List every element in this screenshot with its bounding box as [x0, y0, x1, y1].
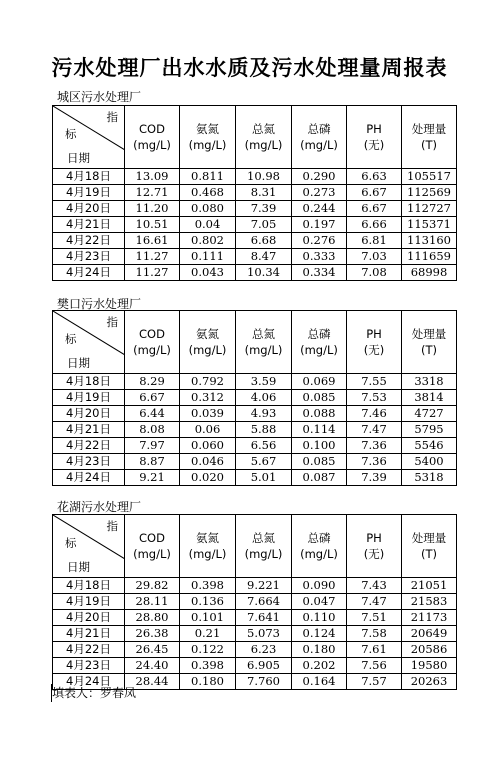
- column-unit: (mg/L): [188, 547, 227, 561]
- column-header: [236, 311, 292, 374]
- value-cell: 6.81: [347, 233, 402, 249]
- value-cell: 5.01: [236, 470, 292, 486]
- value-cell: 0.164: [292, 674, 347, 690]
- column-header: [402, 515, 457, 578]
- value-cell: 0.244: [292, 201, 347, 217]
- column-header: [347, 311, 402, 374]
- corner-cell: [53, 106, 125, 169]
- column-unit: (mg/L): [188, 343, 227, 357]
- value-cell: 7.03: [347, 249, 402, 265]
- report-title: 污水处理厂出水水质及污水处理量周报表: [51, 56, 448, 80]
- value-cell: 7.664: [236, 594, 292, 610]
- value-cell: 0.04: [180, 217, 236, 233]
- column-unit: (mg/L): [244, 547, 283, 561]
- value-cell: 7.51: [347, 610, 402, 626]
- value-cell: 7.43: [347, 578, 402, 594]
- column-header: [180, 106, 236, 169]
- value-cell: 4727: [402, 406, 457, 422]
- value-cell: 7.39: [236, 201, 292, 217]
- value-cell: 10.34: [236, 265, 292, 281]
- corner-indicator-label-2: 标: [65, 332, 77, 346]
- value-cell: 105517: [402, 169, 457, 185]
- column-header: [292, 515, 347, 578]
- value-cell: 0.811: [180, 169, 236, 185]
- value-cell: 7.58: [347, 626, 402, 642]
- column-name: 总氮: [252, 327, 275, 341]
- value-cell: 28.80: [125, 610, 180, 626]
- value-cell: 0.180: [180, 674, 236, 690]
- value-cell: 0.114: [292, 422, 347, 438]
- value-cell: 3318: [402, 374, 457, 390]
- corner-date-label: 日期: [67, 151, 90, 165]
- value-cell: 7.08: [347, 265, 402, 281]
- column-name: 氨氮: [196, 327, 219, 341]
- value-cell: 113160: [402, 233, 457, 249]
- column-unit: (mg/L): [244, 138, 283, 152]
- value-cell: 7.61: [347, 642, 402, 658]
- value-cell: 7.47: [347, 594, 402, 610]
- column-header: [180, 515, 236, 578]
- value-cell: 21583: [402, 594, 457, 610]
- column-header: [125, 311, 180, 374]
- value-cell: 20649: [402, 626, 457, 642]
- column-name: 总磷: [307, 122, 331, 136]
- column-header: [125, 515, 180, 578]
- date-cell: 4月21日: [53, 217, 125, 233]
- value-cell: 21051: [402, 578, 457, 594]
- value-cell: 26.45: [125, 642, 180, 658]
- value-cell: 28.44: [125, 674, 180, 690]
- value-cell: 0.273: [292, 185, 347, 201]
- column-unit: (mg/L): [244, 343, 283, 357]
- value-cell: 6.67: [347, 201, 402, 217]
- date-cell: 4月19日: [53, 594, 125, 610]
- value-cell: 115371: [402, 217, 457, 233]
- column-name: PH: [366, 531, 382, 545]
- table-row: [53, 201, 457, 217]
- value-cell: 7.46: [347, 406, 402, 422]
- value-cell: 28.11: [125, 594, 180, 610]
- value-cell: 8.08: [125, 422, 180, 438]
- corner-cell: [53, 515, 125, 578]
- value-cell: 0.290: [292, 169, 347, 185]
- value-cell: 8.47: [236, 249, 292, 265]
- date-cell: 4月18日: [53, 169, 125, 185]
- column-name: 总氮: [252, 122, 275, 136]
- value-cell: 0.468: [180, 185, 236, 201]
- value-cell: 8.29: [125, 374, 180, 390]
- table-row: [53, 265, 457, 281]
- value-cell: 26.38: [125, 626, 180, 642]
- table-row: [53, 578, 457, 594]
- column-unit: (T): [421, 138, 437, 152]
- value-cell: 0.21: [180, 626, 236, 642]
- value-cell: 0.197: [292, 217, 347, 233]
- date-cell: 4月24日: [53, 265, 125, 281]
- value-cell: 4.93: [236, 406, 292, 422]
- value-cell: 9.21: [125, 470, 180, 486]
- value-cell: 0.090: [292, 578, 347, 594]
- date-cell: 4月23日: [53, 454, 125, 470]
- date-cell: 4月20日: [53, 610, 125, 626]
- column-header: [292, 106, 347, 169]
- value-cell: 0.088: [292, 406, 347, 422]
- corner-indicator-label-2: 标: [65, 536, 77, 550]
- value-cell: 0.046: [180, 454, 236, 470]
- value-cell: 9.221: [236, 578, 292, 594]
- value-cell: 0.060: [180, 438, 236, 454]
- section-label: 花湖污水处理厂: [57, 500, 142, 514]
- date-cell: 4月18日: [53, 578, 125, 594]
- table-row: [53, 169, 457, 185]
- value-cell: 7.97: [125, 438, 180, 454]
- table-row: [53, 422, 457, 438]
- value-cell: 0.398: [180, 578, 236, 594]
- value-cell: 0.276: [292, 233, 347, 249]
- column-name: 总氮: [252, 531, 275, 545]
- value-cell: 19580: [402, 658, 457, 674]
- corner-indicator-label-2: 标: [65, 127, 77, 141]
- column-header: [236, 106, 292, 169]
- value-cell: 16.61: [125, 233, 180, 249]
- value-cell: 6.44: [125, 406, 180, 422]
- value-cell: 0.792: [180, 374, 236, 390]
- filled-by: 填表人：罗春凤: [52, 686, 137, 700]
- value-cell: 21173: [402, 610, 457, 626]
- date-cell: 4月20日: [53, 406, 125, 422]
- value-cell: 0.087: [292, 470, 347, 486]
- column-name: 处理量: [411, 122, 447, 136]
- value-cell: 7.57: [347, 674, 402, 690]
- value-cell: 111659: [402, 249, 457, 265]
- column-unit: (T): [421, 547, 437, 561]
- value-cell: 7.53: [347, 390, 402, 406]
- value-cell: 10.98: [236, 169, 292, 185]
- column-header: [236, 515, 292, 578]
- table-row: [53, 626, 457, 642]
- value-cell: 5.67: [236, 454, 292, 470]
- table-row: [53, 594, 457, 610]
- column-unit: (T): [421, 343, 437, 357]
- value-cell: 7.36: [347, 438, 402, 454]
- column-unit: (mg/L): [133, 138, 171, 152]
- value-cell: 5546: [402, 438, 457, 454]
- value-cell: 0.802: [180, 233, 236, 249]
- value-cell: 112569: [402, 185, 457, 201]
- table-row: [53, 406, 457, 422]
- value-cell: 5.88: [236, 422, 292, 438]
- value-cell: 0.020: [180, 470, 236, 486]
- value-cell: 112727: [402, 201, 457, 217]
- date-cell: 4月20日: [53, 201, 125, 217]
- column-unit: (mg/L): [300, 343, 338, 357]
- value-cell: 0.101: [180, 610, 236, 626]
- column-header: [292, 311, 347, 374]
- value-cell: 0.312: [180, 390, 236, 406]
- column-unit: (mg/L): [300, 138, 338, 152]
- column-unit: (mg/L): [133, 343, 171, 357]
- table-row: [53, 454, 457, 470]
- value-cell: 0.039: [180, 406, 236, 422]
- value-cell: 10.51: [125, 217, 180, 233]
- value-cell: 5795: [402, 422, 457, 438]
- column-name: 处理量: [411, 531, 447, 545]
- column-name: PH: [366, 327, 382, 341]
- table-row: [53, 610, 457, 626]
- column-unit: (mg/L): [188, 138, 227, 152]
- value-cell: 0.080: [180, 201, 236, 217]
- value-cell: 3.59: [236, 374, 292, 390]
- corner-indicator-label: 指: [106, 110, 118, 124]
- column-name: COD: [139, 122, 165, 136]
- value-cell: 6.23: [236, 642, 292, 658]
- corner-date-label: 日期: [67, 560, 90, 574]
- value-cell: 24.40: [125, 658, 180, 674]
- value-cell: 12.71: [125, 185, 180, 201]
- column-unit: (无): [363, 547, 385, 561]
- value-cell: 7.641: [236, 610, 292, 626]
- value-cell: 6.67: [125, 390, 180, 406]
- date-cell: 4月23日: [53, 658, 125, 674]
- date-cell: 4月21日: [53, 626, 125, 642]
- value-cell: 0.110: [292, 610, 347, 626]
- value-cell: 13.09: [125, 169, 180, 185]
- value-cell: 7.47: [347, 422, 402, 438]
- value-cell: 11.27: [125, 265, 180, 281]
- value-cell: 7.55: [347, 374, 402, 390]
- date-cell: 4月18日: [53, 374, 125, 390]
- header-row: [53, 515, 457, 578]
- table-row: [53, 470, 457, 486]
- table-row: [53, 438, 457, 454]
- value-cell: 29.82: [125, 578, 180, 594]
- table-row: [53, 217, 457, 233]
- value-cell: 0.069: [292, 374, 347, 390]
- value-cell: 0.124: [292, 626, 347, 642]
- date-cell: 4月22日: [53, 233, 125, 249]
- value-cell: 20263: [402, 674, 457, 690]
- value-cell: 7.56: [347, 658, 402, 674]
- value-cell: 6.66: [347, 217, 402, 233]
- value-cell: 5400: [402, 454, 457, 470]
- corner-cell: [53, 311, 125, 374]
- value-cell: 0.333: [292, 249, 347, 265]
- column-name: 氨氮: [196, 531, 219, 545]
- table-row: [53, 374, 457, 390]
- value-cell: 8.31: [236, 185, 292, 201]
- plant-table: [52, 514, 457, 690]
- value-cell: 0.111: [180, 249, 236, 265]
- column-unit: (mg/L): [300, 547, 338, 561]
- value-cell: 7.05: [236, 217, 292, 233]
- value-cell: 0.398: [180, 658, 236, 674]
- value-cell: 0.085: [292, 454, 347, 470]
- plant-table: [52, 310, 457, 486]
- value-cell: 3814: [402, 390, 457, 406]
- value-cell: 6.68: [236, 233, 292, 249]
- value-cell: 6.67: [347, 185, 402, 201]
- corner-date-label: 日期: [67, 356, 90, 370]
- value-cell: 0.043: [180, 265, 236, 281]
- date-cell: 4月19日: [53, 185, 125, 201]
- table-row: [53, 642, 457, 658]
- value-cell: 68998: [402, 265, 457, 281]
- table-row: [53, 249, 457, 265]
- column-header: [125, 106, 180, 169]
- column-name: 氨氮: [196, 122, 219, 136]
- header-row: [53, 106, 457, 169]
- value-cell: 0.122: [180, 642, 236, 658]
- column-header: [347, 106, 402, 169]
- value-cell: 0.047: [292, 594, 347, 610]
- date-cell: 4月24日: [53, 470, 125, 486]
- value-cell: 0.136: [180, 594, 236, 610]
- header-row: [53, 311, 457, 374]
- value-cell: 5.073: [236, 626, 292, 642]
- date-cell: 4月22日: [53, 642, 125, 658]
- column-name: 处理量: [411, 327, 447, 341]
- plant-table: [52, 105, 457, 281]
- date-cell: 4月22日: [53, 438, 125, 454]
- value-cell: 6.63: [347, 169, 402, 185]
- date-cell: 4月21日: [53, 422, 125, 438]
- value-cell: 8.87: [125, 454, 180, 470]
- value-cell: 7.760: [236, 674, 292, 690]
- column-name: 总磷: [307, 531, 331, 545]
- corner-indicator-label: 指: [106, 315, 118, 329]
- column-header: [402, 311, 457, 374]
- column-name: 总磷: [307, 327, 331, 341]
- value-cell: 6.56: [236, 438, 292, 454]
- value-cell: 7.36: [347, 454, 402, 470]
- table-row: [53, 658, 457, 674]
- column-unit: (无): [363, 343, 385, 357]
- table-row: [53, 233, 457, 249]
- table-row: [53, 185, 457, 201]
- value-cell: 11.20: [125, 201, 180, 217]
- value-cell: 0.100: [292, 438, 347, 454]
- column-name: COD: [139, 327, 165, 341]
- value-cell: 5318: [402, 470, 457, 486]
- value-cell: 0.06: [180, 422, 236, 438]
- value-cell: 11.27: [125, 249, 180, 265]
- value-cell: 0.202: [292, 658, 347, 674]
- value-cell: 0.334: [292, 265, 347, 281]
- column-name: COD: [139, 531, 165, 545]
- section-label: 樊口污水处理厂: [57, 297, 142, 311]
- value-cell: 0.180: [292, 642, 347, 658]
- date-cell: 4月23日: [53, 249, 125, 265]
- section-label: 城区污水处理厂: [57, 90, 142, 104]
- value-cell: 0.085: [292, 390, 347, 406]
- value-cell: 7.39: [347, 470, 402, 486]
- column-unit: (mg/L): [133, 547, 171, 561]
- column-unit: (无): [363, 138, 385, 152]
- column-name: PH: [366, 122, 382, 136]
- date-cell: 4月19日: [53, 390, 125, 406]
- column-header: [402, 106, 457, 169]
- column-header: [347, 515, 402, 578]
- value-cell: 20586: [402, 642, 457, 658]
- column-header: [180, 311, 236, 374]
- value-cell: 4.06: [236, 390, 292, 406]
- corner-indicator-label: 指: [106, 519, 118, 533]
- value-cell: 6.905: [236, 658, 292, 674]
- date-cell: 4月24日: [53, 674, 125, 690]
- table-row: [53, 390, 457, 406]
